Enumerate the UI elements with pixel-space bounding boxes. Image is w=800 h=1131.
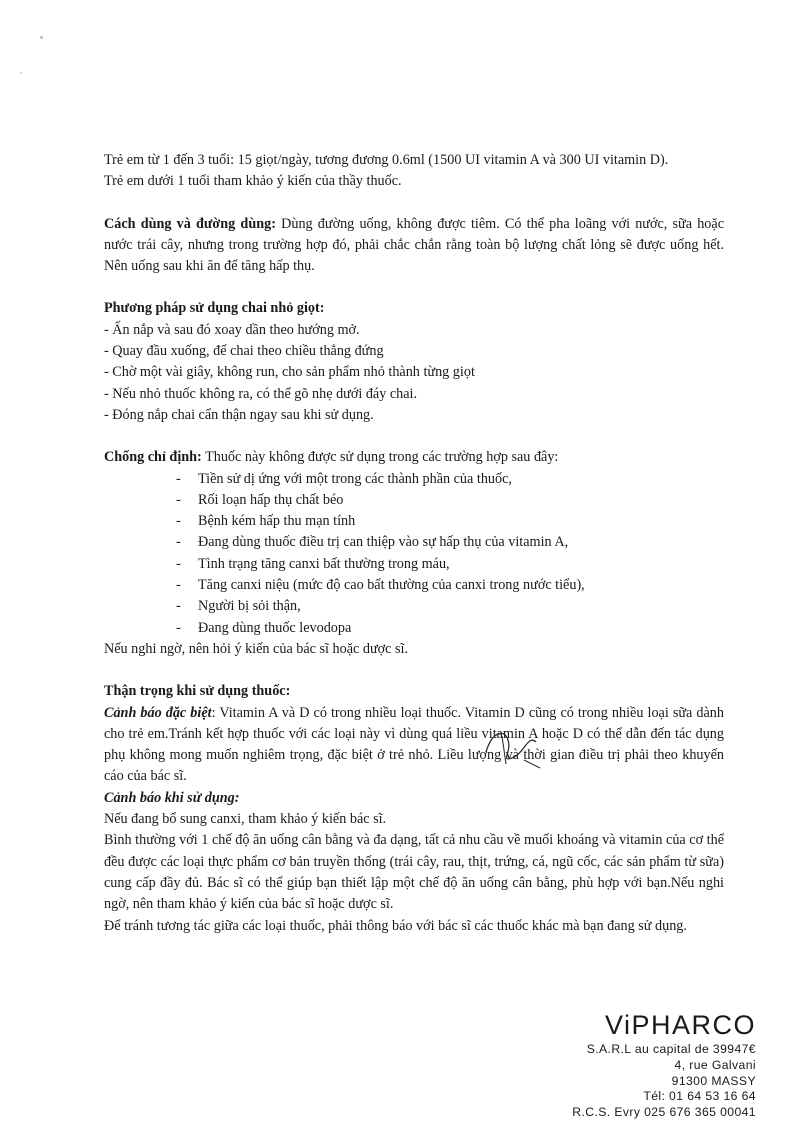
scan-speck	[20, 72, 22, 74]
usage-heading: Cách dùng và đường dùng:	[104, 215, 276, 232]
handwritten-scribble-icon	[478, 722, 548, 772]
list-item: - Rối loạn hấp thụ chất béo	[104, 490, 724, 511]
list-item: - Tăng canxi niệu (mức độ cao bất thường của canxi trong nước tiểu),	[104, 575, 724, 596]
contraindications-intro-text: Thuốc này không được sử dụng trong các trường hợp sau đây:	[201, 449, 559, 466]
special-warning-paragraph	[104, 703, 724, 788]
list-item: - Chờ một vài giây, không run, cho sản phẩm nhỏ thành từng giọt	[104, 364, 475, 381]
special-warning-heading: Cảnh báo đặc biệt	[104, 704, 212, 721]
list-item: - Quay đầu xuống, để chai theo chiều thẳng đứng	[104, 343, 384, 360]
list-item: - Người bị sỏi thận,	[104, 596, 724, 617]
contraindications-footer: Nếu nghi ngờ, nên hỏi ý kiến của bác sĩ hoặc dược sĩ.	[104, 640, 409, 657]
dosage-line-2: Trẻ em dưới 1 tuổi tham khảo ý kiến của thầy thuốc.	[104, 173, 402, 190]
list-item: - Tiền sử dị ứng với một trong các thành phần của thuốc,	[104, 469, 724, 490]
precautions-heading: Thận trọng khi sử dụng thuốc:	[104, 683, 291, 700]
contraindications-list	[104, 469, 724, 639]
company-phone: Tél: 01 64 53 16 64	[643, 1089, 756, 1104]
usage-warning-heading: Cảnh báo khi sử dụng:	[104, 789, 240, 806]
usage-warning-line: Nếu đang bổ sung canxi, tham khảo ý kiến bác sĩ.	[104, 811, 387, 828]
dropper-steps	[104, 320, 724, 426]
company-rcs: R.C.S. Evry 025 676 365 00041	[572, 1105, 756, 1120]
company-city: 91300 MASSY	[671, 1073, 756, 1088]
company-stamp	[496, 1008, 756, 1121]
list-item: - Nếu nhỏ thuốc không ra, có thể gõ nhẹ dưới đáy chai.	[104, 385, 418, 402]
company-logo-text: ViPHARCO	[604, 1010, 756, 1040]
scan-speck	[40, 36, 43, 39]
contraindications-heading: Chống chỉ định:	[104, 449, 202, 466]
special-warning-text: : Vitamin A và D có trong nhiều loại thuốc. Vitamin D cũng có trong nhiều loại sữa dành cho trẻ em.Tránh kết hợp thuốc với các loại này vì dùng quá liều vitamin A hoặc D có thể dẫn đến tác dụng phụ không mong muốn nghiêm trọng, đặc biệt ở trẻ nhỏ. Liều lượng và thời gian điều trị phải theo khuyến cáo của bác sĩ.	[104, 704, 724, 785]
list-item: - Ấn nắp và sau đó xoay dần theo hướng mở.	[104, 321, 360, 338]
usage-paragraph	[104, 214, 724, 278]
usage-warning-line: Để tránh tương tác giữa các loại thuốc, phải thông báo với bác sĩ các thuốc khác mà bạn đang sử dụng.	[104, 917, 687, 934]
list-item: - Đang dùng thuốc điều trị can thiệp vào sự hấp thụ của vitamin A,	[104, 532, 724, 553]
dosage-line-1: Trẻ em từ 1 đến 3 tuổi: 15 giọt/ngày, tương đương 0.6ml (1500 UI vitamin A và 300 UI vitamin D).	[104, 152, 669, 168]
company-capital: S.A.R.L au capital de 39947€	[586, 1042, 756, 1056]
list-item: - Tình trạng tăng canxi bất thường trong máu,	[104, 554, 724, 575]
usage-warning-line: Bình thường với 1 chế độ ăn uống cân bằng và đa dạng, tất cả nhu cầu về muối khoáng và vitamin của cơ thể đều được các loại thực phẩm cơ bản truyền thống (trái cây, rau, thịt, trứng, cá, ngũ cốc, các sản phẩm từ sữa) cung cấp đầy đủ. Bác sĩ có thể giúp bạn thiết lập một chế độ ăn uống cân bằng, phù hợp với bạn.Nếu nghi ngờ, nên tham khảo ý kiến của bác sĩ hoặc dược sĩ.	[104, 832, 724, 913]
company-street: 4, rue Galvani	[674, 1057, 756, 1072]
list-item: - Đóng nắp chai cẩn thận ngay sau khi sử dụng.	[104, 406, 374, 423]
list-item: - Đang dùng thuốc levodopa	[104, 618, 724, 639]
usage-text: Dùng đường uống, không được tiêm. Có thể pha loãng với nước, sữa hoặc nước trái cây, nhưng trong trường hợp đó, phải chắc chắn rằng toàn bộ lượng chất lỏng sẽ được uống hết. Nên uống sau khi ăn để tăng hấp thụ.	[104, 215, 724, 275]
contraindications-intro	[104, 447, 724, 468]
leaflet-body	[104, 150, 724, 937]
list-item: - Bệnh kém hấp thu mạn tính	[104, 511, 724, 532]
dropper-heading: Phương pháp sử dụng chai nhỏ giọt:	[104, 300, 325, 317]
